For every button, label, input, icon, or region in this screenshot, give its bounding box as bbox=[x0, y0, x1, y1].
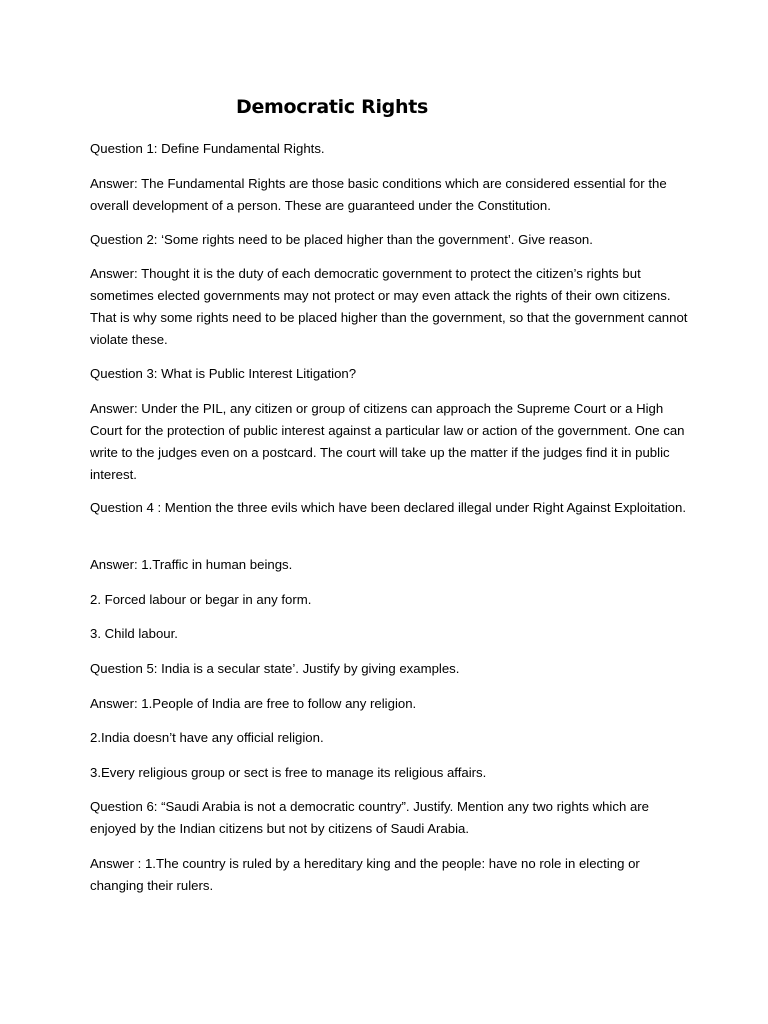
answer-6: Answer : 1.The country is ruled by a hereditary king and the people: have no role in electing or changing their rulers. bbox=[90, 856, 640, 893]
question-2: Question 2: ‘Some rights need to be placed higher than the government’. Give reason. bbox=[90, 232, 593, 247]
question-5: Question 5: India is a secular state’. Justify by giving examples. bbox=[90, 661, 460, 676]
answer-4-item-3: 3. Child labour. bbox=[90, 626, 178, 641]
answer-1: Answer: The Fundamental Rights are those basic conditions which are considered essential for the overall development of a person. These are guaranteed under the Constitution. bbox=[90, 176, 667, 213]
answer-4-item-1: Answer: 1.Traffic in human beings. bbox=[90, 557, 293, 572]
question-4: Question 4 : Mention the three evils which have been declared illegal under Right Against Exploitation. bbox=[90, 500, 686, 515]
question-6: Question 6: “Saudi Arabia is not a democratic country”. Justify. Mention any two rights which are enjoyed by the Indian citizens but not by citizens of Saudi Arabia. bbox=[90, 799, 650, 836]
answer-2: Answer: Thought it is the duty of each democratic government to protect the citizen’s rights but sometimes elected governments may not protect or may even attack the rights of their own citizens. That is why some rights need to be placed higher than the government, so that the government cannot violate these. bbox=[90, 266, 688, 347]
document-title: Democratic Rights bbox=[236, 96, 428, 118]
answer-5-item-2: 2.India doesn’t have any official religion. bbox=[90, 730, 324, 745]
answer-5-item-3: 3.Every religious group or sect is free to manage its religious affairs. bbox=[90, 765, 487, 780]
answer-5-item-1: Answer: 1.People of India are free to follow any religion. bbox=[90, 696, 417, 711]
question-1: Question 1: Define Fundamental Rights. bbox=[90, 141, 325, 156]
answer-3: Answer: Under the PIL, any citizen or group of citizens can approach the Supreme Court or a High Court for the protection of public interest against a particular law or action of the government. One can write to the judges even on a postcard. The court will take up the matter if the judges find it in public interest. bbox=[90, 401, 685, 482]
question-3: Question 3: What is Public Interest Litigation? bbox=[90, 366, 357, 381]
answer-4-item-2: 2. Forced labour or begar in any form. bbox=[90, 592, 312, 607]
